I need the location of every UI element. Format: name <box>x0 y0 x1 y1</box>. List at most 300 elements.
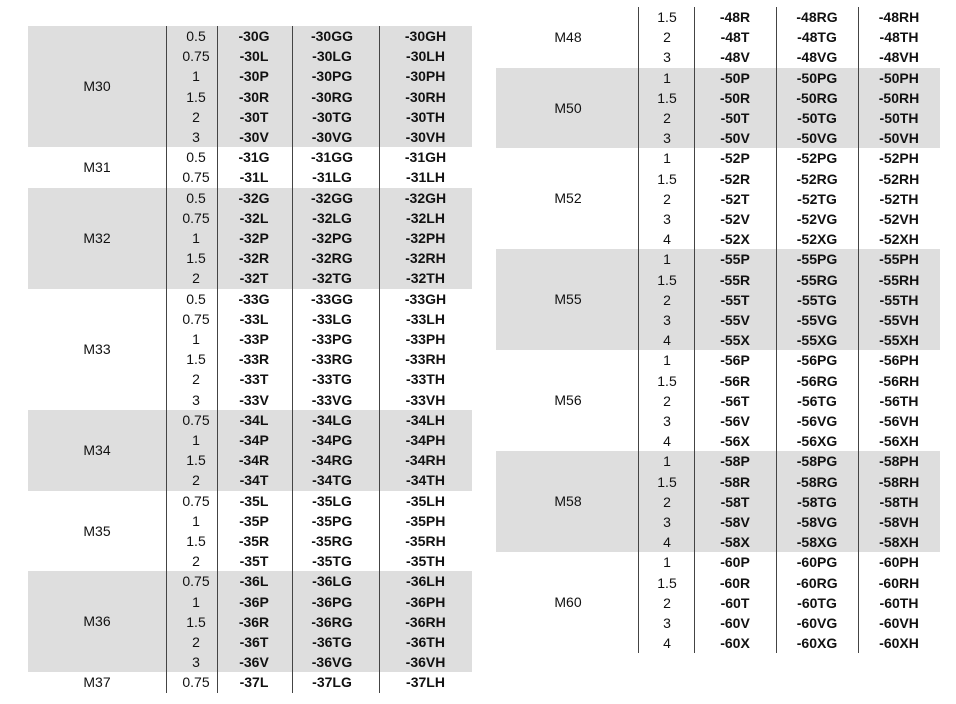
table-row <box>28 147 472 167</box>
code-cell: -52R <box>719 170 751 187</box>
thread-size-label: M33 <box>83 340 111 357</box>
table-row <box>28 289 472 309</box>
pitch-cell: 4 <box>663 534 671 551</box>
table-row <box>496 7 940 27</box>
code-g-cell: -50PG <box>796 69 838 86</box>
pitch-cell: 1.5 <box>186 351 206 368</box>
code-g-cell: -30VG <box>311 129 353 145</box>
size-group-m36 <box>28 571 472 672</box>
code-g-cell: -34RG <box>311 452 353 469</box>
pitch-cell: 0.75 <box>182 674 210 691</box>
code-cell: -32P <box>239 229 269 246</box>
code-h-cell: -35RH <box>405 532 446 549</box>
thread-size-label: M60 <box>554 594 582 611</box>
code-h-cell: -35TH <box>406 553 445 570</box>
code-h-cell: -58TH <box>879 493 919 510</box>
pitch-cell: 2 <box>663 29 671 46</box>
pitch-cell: 1 <box>192 68 200 85</box>
code-g-cell: -32TG <box>312 270 352 287</box>
pitch-cell: 1.5 <box>657 372 677 389</box>
table-row <box>28 309 472 329</box>
code-cell: -58T <box>720 493 750 510</box>
code-h-cell: -33PH <box>405 330 446 347</box>
code-g-cell: -52RG <box>796 170 838 187</box>
code-g-cell: -30PG <box>311 68 353 85</box>
code-h-cell: -36LH <box>406 573 445 590</box>
code-g-cell: -35RG <box>311 532 353 549</box>
table-row <box>496 270 940 290</box>
table-row <box>496 411 940 431</box>
table-row <box>28 127 472 147</box>
code-cell: -30R <box>238 88 270 105</box>
size-group-m55 <box>496 249 940 350</box>
code-h-cell: -33GH <box>404 290 447 307</box>
pitch-cell: 1.5 <box>657 574 677 591</box>
table-row <box>28 26 472 46</box>
code-h-cell: -55XH <box>879 332 919 349</box>
size-group-m30 <box>28 26 472 147</box>
code-g-cell: -52VG <box>796 210 838 227</box>
code-h-cell: -30RH <box>405 88 446 105</box>
pitch-cell: 2 <box>663 392 671 409</box>
pitch-cell: 1 <box>663 251 671 268</box>
code-g-cell: -58VG <box>796 513 838 530</box>
code-h-cell: -52RH <box>878 170 920 187</box>
code-h-cell: -32RH <box>405 250 446 267</box>
size-group-m34 <box>28 410 472 491</box>
column-divider <box>694 7 695 653</box>
code-cell: -33T <box>239 371 269 388</box>
code-h-cell: -35PH <box>405 512 446 529</box>
code-g-cell: -34PG <box>311 431 353 448</box>
pitch-cell: 3 <box>192 129 200 145</box>
code-h-cell: -34PH <box>405 431 446 448</box>
code-g-cell: -32GG <box>310 189 353 206</box>
code-cell: -50R <box>719 89 751 106</box>
table-row <box>28 329 472 349</box>
table-row <box>496 27 940 47</box>
code-g-cell: -36PG <box>311 593 353 610</box>
code-g-cell: -55TG <box>797 291 837 308</box>
code-h-cell: -58VH <box>879 513 919 530</box>
table-row <box>496 330 940 350</box>
pitch-cell: 2 <box>663 291 671 308</box>
code-cell: -55T <box>720 291 750 308</box>
code-h-cell: -56XH <box>879 433 919 450</box>
table-row <box>496 169 940 189</box>
column-divider <box>166 26 167 693</box>
code-h-cell: -32LH <box>406 209 445 226</box>
code-h-cell: -36VH <box>405 654 446 671</box>
pitch-cell: 0.75 <box>182 310 210 327</box>
table-row <box>28 470 472 490</box>
code-cell: -30V <box>239 129 269 145</box>
table-row <box>496 290 940 310</box>
code-g-cell: -34LG <box>312 411 352 428</box>
code-cell: -33V <box>239 391 269 408</box>
code-cell: -35L <box>239 492 269 509</box>
thread-size-label: M36 <box>83 613 111 630</box>
code-cell: -33P <box>239 330 269 347</box>
code-h-cell: -60TH <box>879 594 919 611</box>
code-cell: -33G <box>238 290 270 307</box>
table-row <box>496 472 940 492</box>
column-divider <box>776 7 777 653</box>
table-row <box>496 593 940 613</box>
table-row <box>496 532 940 552</box>
code-g-cell: -50RG <box>796 89 838 106</box>
code-h-cell: -52PH <box>879 150 919 167</box>
pitch-cell: 3 <box>663 513 671 530</box>
code-g-cell: -50VG <box>796 130 838 147</box>
table-row <box>28 652 472 672</box>
code-cell: -34R <box>238 452 270 469</box>
code-cell: -60R <box>719 574 751 591</box>
table-row <box>496 310 940 330</box>
table-row <box>28 107 472 127</box>
table-row <box>28 672 472 692</box>
code-cell: -56T <box>720 392 750 409</box>
table-row <box>496 492 940 512</box>
size-group-m32 <box>28 188 472 289</box>
pitch-cell: 0.5 <box>186 290 206 307</box>
code-g-cell: -60VG <box>796 614 838 631</box>
code-h-cell: -37LH <box>406 674 445 691</box>
code-h-cell: -55TH <box>879 291 919 308</box>
table-row <box>496 573 940 593</box>
code-g-cell: -32PG <box>311 229 353 246</box>
code-cell: -60V <box>720 614 750 631</box>
code-g-cell: -48RG <box>796 9 838 25</box>
code-h-cell: -34LH <box>406 411 445 428</box>
code-h-cell: -36TH <box>406 633 445 650</box>
pitch-cell: 4 <box>663 635 671 652</box>
code-g-cell: -56TG <box>797 392 837 409</box>
code-h-cell: -55VH <box>879 311 919 328</box>
code-g-cell: -37LG <box>312 674 352 691</box>
code-cell: -33L <box>239 310 269 327</box>
code-g-cell: -35LG <box>312 492 352 509</box>
thread-size-label: M31 <box>83 159 111 176</box>
column-divider <box>858 7 859 653</box>
size-group-m48 <box>496 7 940 68</box>
code-h-cell: -48TH <box>879 29 919 46</box>
table-row <box>28 612 472 632</box>
table-row <box>496 229 940 249</box>
table-row <box>496 391 940 411</box>
code-g-cell: -58PG <box>796 453 838 470</box>
table-row <box>496 512 940 532</box>
code-cell: -32R <box>238 250 270 267</box>
code-g-cell: -60PG <box>796 554 838 571</box>
pitch-cell: 4 <box>663 231 671 248</box>
size-group-m56 <box>496 350 940 451</box>
code-g-cell: -56VG <box>796 412 838 429</box>
table-row <box>496 451 940 471</box>
code-h-cell: -58PH <box>879 453 919 470</box>
table-row <box>28 167 472 187</box>
size-group-m52 <box>496 148 940 249</box>
table-row <box>28 571 472 591</box>
code-g-cell: -55RG <box>796 271 838 288</box>
pitch-cell: 2 <box>192 108 200 125</box>
code-cell: -58V <box>720 513 750 530</box>
code-cell: -31L <box>239 169 269 186</box>
code-cell: -36L <box>239 573 269 590</box>
code-h-cell: -50PH <box>879 69 919 86</box>
code-cell: -60P <box>720 554 750 571</box>
table-row <box>496 189 940 209</box>
code-cell: -30L <box>239 48 269 65</box>
pitch-cell: 1.5 <box>657 89 677 106</box>
pitch-cell: 1.5 <box>657 473 677 490</box>
pitch-cell: 1 <box>663 453 671 470</box>
table-row <box>28 632 472 652</box>
code-cell: -55X <box>720 332 750 349</box>
code-h-cell: -60XH <box>879 635 919 652</box>
code-cell: -30G <box>238 28 270 44</box>
pitch-cell: 2 <box>192 633 200 650</box>
code-g-cell: -58RG <box>796 473 838 490</box>
code-cell: -35T <box>239 553 269 570</box>
pitch-cell: 2 <box>663 493 671 510</box>
pitch-cell: 1.5 <box>657 170 677 187</box>
code-cell: -48R <box>719 9 751 25</box>
code-g-cell: -56RG <box>796 372 838 389</box>
table-row <box>28 410 472 430</box>
code-cell: -36P <box>239 593 269 610</box>
code-g-cell: -60XG <box>796 635 838 652</box>
pitch-cell: 1.5 <box>186 613 206 630</box>
pitch-cell: 0.75 <box>182 48 210 65</box>
code-cell: -32L <box>239 209 269 226</box>
code-g-cell: -56PG <box>796 352 838 369</box>
code-cell: -32G <box>238 189 270 206</box>
table-row <box>28 551 472 571</box>
column-divider <box>217 26 218 693</box>
code-cell: -58R <box>719 473 751 490</box>
code-cell: -56X <box>720 433 750 450</box>
code-h-cell: -55PH <box>879 251 919 268</box>
table-row <box>496 249 940 269</box>
code-g-cell: -55PG <box>796 251 838 268</box>
code-h-cell: -48VH <box>879 49 919 66</box>
code-g-cell: -55XG <box>796 332 838 349</box>
thread-size-label: M55 <box>554 291 582 308</box>
code-h-cell: -34RH <box>405 452 446 469</box>
code-cell: -31G <box>238 149 270 166</box>
pitch-cell: 0.75 <box>182 492 210 509</box>
size-group-m35 <box>28 491 472 572</box>
code-h-cell: -60RH <box>878 574 920 591</box>
pitch-cell: 3 <box>663 130 671 147</box>
code-g-cell: -52PG <box>796 150 838 167</box>
code-g-cell: -30LG <box>312 48 352 65</box>
code-g-cell: -35TG <box>312 553 352 570</box>
code-cell: -48T <box>720 29 750 46</box>
code-cell: -32T <box>239 270 269 287</box>
code-h-cell: -31LH <box>406 169 445 186</box>
thread-size-label: M30 <box>83 78 111 94</box>
code-cell: -50P <box>720 69 750 86</box>
code-g-cell: -52TG <box>797 190 837 207</box>
table-row <box>496 613 940 633</box>
code-h-cell: -33VH <box>405 391 446 408</box>
code-h-cell: -58XH <box>879 534 919 551</box>
code-g-cell: -33GG <box>310 290 353 307</box>
pitch-cell: 0.5 <box>186 28 206 44</box>
pitch-cell: 1 <box>192 512 200 529</box>
code-h-cell: -56RH <box>878 372 920 389</box>
table-row <box>28 208 472 228</box>
pitch-cell: 1.5 <box>186 250 206 267</box>
code-cell: -56V <box>720 412 750 429</box>
code-g-cell: -30GG <box>310 28 353 44</box>
size-group-m58 <box>496 451 940 552</box>
thread-size-label: M48 <box>554 29 582 45</box>
code-h-cell: -33TH <box>406 371 445 388</box>
code-h-cell: -56VH <box>879 412 919 429</box>
table-row <box>28 349 472 369</box>
pitch-cell: 2 <box>192 270 200 287</box>
code-g-cell: -58TG <box>797 493 837 510</box>
code-cell: -52T <box>720 190 750 207</box>
pitch-cell: 1.5 <box>657 9 677 25</box>
code-g-cell: -36LG <box>312 573 352 590</box>
code-g-cell: -36VG <box>311 654 353 671</box>
code-cell: -50T <box>720 109 750 126</box>
table-row <box>28 430 472 450</box>
pitch-cell: 1.5 <box>186 452 206 469</box>
column-divider <box>292 26 293 693</box>
code-cell: -55R <box>719 271 751 288</box>
code-h-cell: -60PH <box>879 554 919 571</box>
code-cell: -56R <box>719 372 751 389</box>
pitch-cell: 1 <box>663 150 671 167</box>
size-group-m60 <box>496 552 940 653</box>
code-cell: -50V <box>720 130 750 147</box>
code-h-cell: -32TH <box>406 270 445 287</box>
code-g-cell: -55VG <box>796 311 838 328</box>
code-g-cell: -35PG <box>311 512 353 529</box>
code-g-cell: -33LG <box>312 310 352 327</box>
code-g-cell: -52XG <box>796 231 838 248</box>
table-row <box>496 128 940 148</box>
pitch-cell: 2 <box>192 472 200 489</box>
thread-size-label: M58 <box>554 493 582 510</box>
code-g-cell: -36RG <box>311 613 353 630</box>
pitch-cell: 2 <box>192 371 200 388</box>
table-row <box>28 268 472 288</box>
size-group-m50 <box>496 68 940 149</box>
code-g-cell: -48TG <box>797 29 837 46</box>
pitch-cell: 1 <box>663 554 671 571</box>
code-g-cell: -34TG <box>312 472 352 489</box>
size-group-m31 <box>28 147 472 187</box>
table-row <box>496 88 940 108</box>
pitch-cell: 1 <box>663 69 671 86</box>
pitch-cell: 3 <box>192 654 200 671</box>
code-g-cell: -30TG <box>312 108 352 125</box>
left-thread-table <box>28 26 472 693</box>
code-g-cell: -33PG <box>311 330 353 347</box>
table-row <box>496 350 940 370</box>
pitch-cell: 0.5 <box>186 149 206 166</box>
code-h-cell: -30LH <box>406 48 445 65</box>
thread-size-label: M32 <box>83 229 111 246</box>
code-h-cell: -36RH <box>405 613 446 630</box>
code-h-cell: -50RH <box>878 89 920 106</box>
code-g-cell: -56XG <box>796 433 838 450</box>
table-row <box>28 592 472 612</box>
code-g-cell: -50TG <box>797 109 837 126</box>
code-cell: -60X <box>720 635 750 652</box>
code-cell: -35P <box>239 512 269 529</box>
table-row <box>28 46 472 66</box>
pitch-cell: 1 <box>192 431 200 448</box>
code-h-cell: -48RH <box>878 9 920 25</box>
code-cell: -37L <box>239 674 269 691</box>
code-h-cell: -35LH <box>406 492 445 509</box>
column-divider <box>379 26 380 693</box>
code-cell: -55V <box>720 311 750 328</box>
code-h-cell: -30VH <box>405 129 446 145</box>
code-g-cell: -58XG <box>796 534 838 551</box>
code-g-cell: -31LG <box>312 169 352 186</box>
table-row <box>28 491 472 511</box>
pitch-cell: 3 <box>663 311 671 328</box>
pitch-cell: 0.75 <box>182 209 210 226</box>
thread-size-label: M56 <box>554 392 582 409</box>
pitch-cell: 3 <box>663 412 671 429</box>
pitch-cell: 2 <box>663 190 671 207</box>
code-cell: -34T <box>239 472 269 489</box>
pitch-cell: 2 <box>663 109 671 126</box>
code-h-cell: -58RH <box>878 473 920 490</box>
code-h-cell: -52VH <box>879 210 919 227</box>
pitch-cell: 4 <box>663 332 671 349</box>
code-h-cell: -33LH <box>406 310 445 327</box>
table-row <box>28 450 472 470</box>
code-h-cell: -30PH <box>405 68 446 85</box>
code-h-cell: -33RH <box>405 351 446 368</box>
pitch-cell: 3 <box>663 210 671 227</box>
code-h-cell: -30TH <box>406 108 445 125</box>
thread-size-label: M52 <box>554 190 582 207</box>
pitch-cell: 3 <box>192 391 200 408</box>
table-row <box>28 188 472 208</box>
table-row <box>28 87 472 107</box>
code-cell: -48V <box>720 49 750 66</box>
table-row <box>28 66 472 86</box>
code-g-cell: -36TG <box>312 633 352 650</box>
table-row <box>496 552 940 572</box>
column-divider <box>638 7 639 653</box>
pitch-cell: 1.5 <box>186 532 206 549</box>
table-row <box>28 248 472 268</box>
code-h-cell: -36PH <box>405 593 446 610</box>
code-h-cell: -52TH <box>879 190 919 207</box>
right-thread-table <box>496 7 940 653</box>
table-row <box>496 68 940 88</box>
code-h-cell: -56PH <box>879 352 919 369</box>
code-cell: -36T <box>239 633 269 650</box>
code-cell: -58P <box>720 453 750 470</box>
size-group-m33 <box>28 289 472 410</box>
code-h-cell: -50TH <box>879 109 919 126</box>
code-cell: -30T <box>239 108 269 125</box>
code-g-cell: -33RG <box>311 351 353 368</box>
